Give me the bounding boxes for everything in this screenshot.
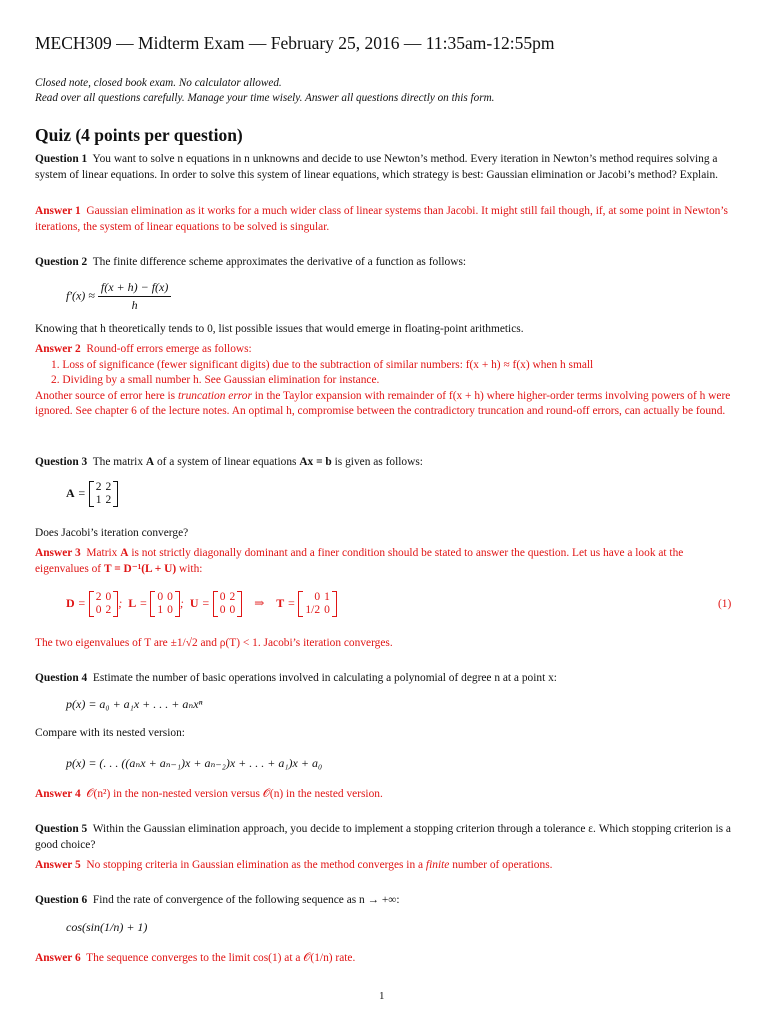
matrix-cell: 2 — [95, 481, 102, 493]
sequence-expression: cos(sin(1/n) + 1) — [66, 920, 148, 934]
matrix-A — [89, 481, 119, 507]
question-5 — [35, 822, 735, 853]
matrix-cell: 0 — [219, 591, 226, 603]
question-4-text: Estimate the number of basic operations involved in calculating a polynomial of degree n at a point x: — [92, 672, 557, 684]
answer-3-line2-pre: eigenvalues of — [35, 562, 102, 575]
question-6-text: Find the rate of convergence of the following sequence as n → +∞: — [92, 894, 400, 906]
question-2-text: The finite difference scheme approximates the derivative of a function as follows: — [92, 256, 467, 268]
exam-title: MECH309 — Midterm Exam — February 25, 2016 — 11:35am-12:55pm — [35, 33, 555, 53]
matrix-cell: 0 — [314, 591, 321, 603]
matrix-cell: 2 — [105, 481, 112, 493]
answer-6-label: Answer 6 — [35, 952, 81, 964]
answer-5-label: Answer 5 — [35, 859, 81, 871]
answer-1-label: Answer 1 — [35, 205, 81, 217]
answer-6 — [35, 951, 735, 967]
matrix-U — [213, 591, 243, 617]
question-4-label: Question 4 — [35, 672, 88, 684]
fd-numerator: f(x + h) − f(x) — [98, 280, 172, 297]
answer-3-conclusion: The two eigenvalues of T are ±1/√2 and ρ(T) < 1. Jacobi’s iteration converges. — [35, 637, 393, 649]
answer-2-rest-2: in the Taylor expansion with remainder of f(x + h) where higher-order terms involving powers of h were ignored. See chapter 6 of the lecture notes. An optimal h, compromise between the contradictory truncation and round-off errors, can actually be found. — [35, 389, 731, 417]
answer-2-emphasis: truncation error — [177, 389, 252, 402]
question-2 — [35, 255, 735, 271]
fd-fraction — [98, 280, 172, 313]
matrix-cell: 0 — [229, 604, 236, 616]
matrix-cell: 1 — [324, 591, 330, 603]
question-5-text: Within the Gaussian elimination approach, you decide to implement a stopping criterion through a tolerance ε. Which stopping criterion is a good choice? — [35, 823, 731, 851]
matrix-cell: 0 — [324, 604, 330, 616]
matrix-cell: 1/2 — [305, 604, 321, 616]
answer-3-line1-pre: Matrix — [86, 547, 118, 559]
matrix-D — [89, 591, 119, 617]
polynomial-equation: p(x) = a₀ + a₁x + . . . + aₙxⁿ — [66, 697, 203, 711]
matrix-cell: 2 — [95, 591, 102, 603]
equation-number: (1) — [718, 598, 732, 610]
nested-polynomial-equation: p(x) = (. . . ((aₙx + aₙ₋₁)x + aₙ₋₂)x + . . . + a₁)x + a₀ — [66, 756, 323, 770]
decomposition-equation: D = 2 0 0 2 ; L = 0 0 1 0 ; U = 0 2 0 0 ⇒ T = 0 1 1/2 0 — [66, 591, 337, 617]
answer-3-matrix-symbol: A — [120, 547, 129, 559]
matrix-cell: 2 — [229, 591, 236, 603]
question-3-text-post: is given as follows: — [334, 456, 423, 468]
fd-lhs: f′(x) ≈ — [66, 288, 95, 303]
matrix-cell: 2 — [105, 494, 112, 506]
answer-2 — [35, 342, 735, 420]
answer-4-label: Answer 4 — [35, 788, 81, 800]
answer-3-T-expression: T = D⁻¹(L + U) — [103, 562, 177, 575]
question-1-label: Question 1 — [35, 153, 88, 165]
question-1 — [35, 152, 735, 183]
matrix-cell: 0 — [167, 604, 173, 616]
answer-2-item-2: 2. Dividing by a small number h. See Gaussian elimination for instance. — [51, 374, 380, 386]
answer-3-line2-post: with: — [179, 562, 203, 575]
question-6-label: Question 6 — [35, 894, 88, 906]
matrix-cell: 0 — [157, 591, 164, 603]
matrix-cell: 0 — [105, 591, 112, 603]
fd-denominator: h — [131, 298, 138, 312]
page-number: 1 — [379, 990, 385, 1002]
question-3 — [35, 455, 735, 471]
matrix-cell: 0 — [95, 604, 102, 616]
question-3-matrix-symbol: A — [145, 456, 155, 468]
answer-1-text: Gaussian elimination as it works for a much wider class of linear systems than Jacobi. It might still fail though, if, at some point in Newton’s iterations, the system of linear equations to be solved is singular. — [35, 205, 728, 233]
answer-5-post: number of operations. — [452, 859, 553, 871]
instructions-line-2: Read over all questions carefully. Manage your time wisely. Answer all questions directly on this form. — [35, 92, 495, 104]
matrix-A-equation: A = 2 2 1 2 — [66, 481, 118, 507]
answer-2-intro: Round-off errors emerge as follows: — [86, 343, 252, 355]
matrix-A-symbol: A — [66, 485, 75, 500]
question-4-compare: Compare with its nested version: — [35, 727, 185, 739]
answer-3-label: Answer 3 — [35, 547, 81, 559]
matrix-cell: 0 — [219, 604, 226, 616]
matrix-L — [150, 591, 180, 617]
answer-3-line1-post: is not strictly diagonally dominant and a finer condition should be stated to answer the question. Let us have a look at the — [131, 547, 684, 559]
question-2-label: Question 2 — [35, 256, 88, 268]
matrix-cell: 1 — [95, 494, 102, 506]
answer-2-item-1: 1. Loss of significance (fewer significant digits) due to the subtraction of similar numbers: f(x + h) ≈ f(x) when h small — [51, 358, 594, 371]
question-4 — [35, 671, 735, 687]
answer-5-emphasis: finite — [425, 859, 450, 871]
answer-4 — [35, 787, 735, 803]
answer-6-text: The sequence converges to the limit cos(1) at a 𝒪(1/n) rate. — [86, 952, 356, 964]
question-3-text-pre: The matrix — [92, 456, 144, 468]
section-title: Quiz (4 points per question) — [35, 125, 243, 145]
question-1-text: You want to solve n equations in n unknowns and decide to use Newton’s method. Every iteration in Newton’s method requires solving a system of linear equations. In order to solve this system of linear equations, which strategy is best: Gaussian elimination or Jacobi’s method? Explain. — [35, 153, 718, 181]
question-3-text-mid: of a system of linear equations — [156, 456, 297, 468]
answer-2-label: Answer 2 — [35, 343, 81, 355]
question-3-question: Does Jacobi’s iteration converge? — [35, 527, 189, 539]
question-2-text-after: Knowing that h theoretically tends to 0, list possible issues that would emerge in floating-point arithmetics. — [35, 323, 524, 335]
matrix-cell: 2 — [105, 604, 112, 616]
matrix-T — [298, 591, 336, 617]
instructions-line-1: Closed note, closed book exam. No calculator allowed. — [35, 77, 282, 89]
answer-5 — [35, 858, 735, 874]
matrix-cell: 0 — [167, 591, 173, 603]
answer-5-pre: No stopping criteria in Gaussian elimination as the method converges in a — [86, 859, 424, 871]
answer-3 — [35, 546, 735, 577]
question-3-system: Ax = b — [299, 456, 332, 468]
answer-2-rest-1: Another source of error here is — [35, 389, 176, 402]
question-6 — [35, 893, 735, 909]
finite-difference-equation — [66, 280, 171, 313]
question-3-label: Question 3 — [35, 456, 88, 468]
matrix-cell: 1 — [157, 604, 164, 616]
answer-1 — [35, 204, 735, 235]
question-5-label: Question 5 — [35, 823, 88, 835]
answer-4-text: 𝒪(n²) in the non-nested version versus 𝒪(n) in the nested version. — [86, 788, 383, 800]
